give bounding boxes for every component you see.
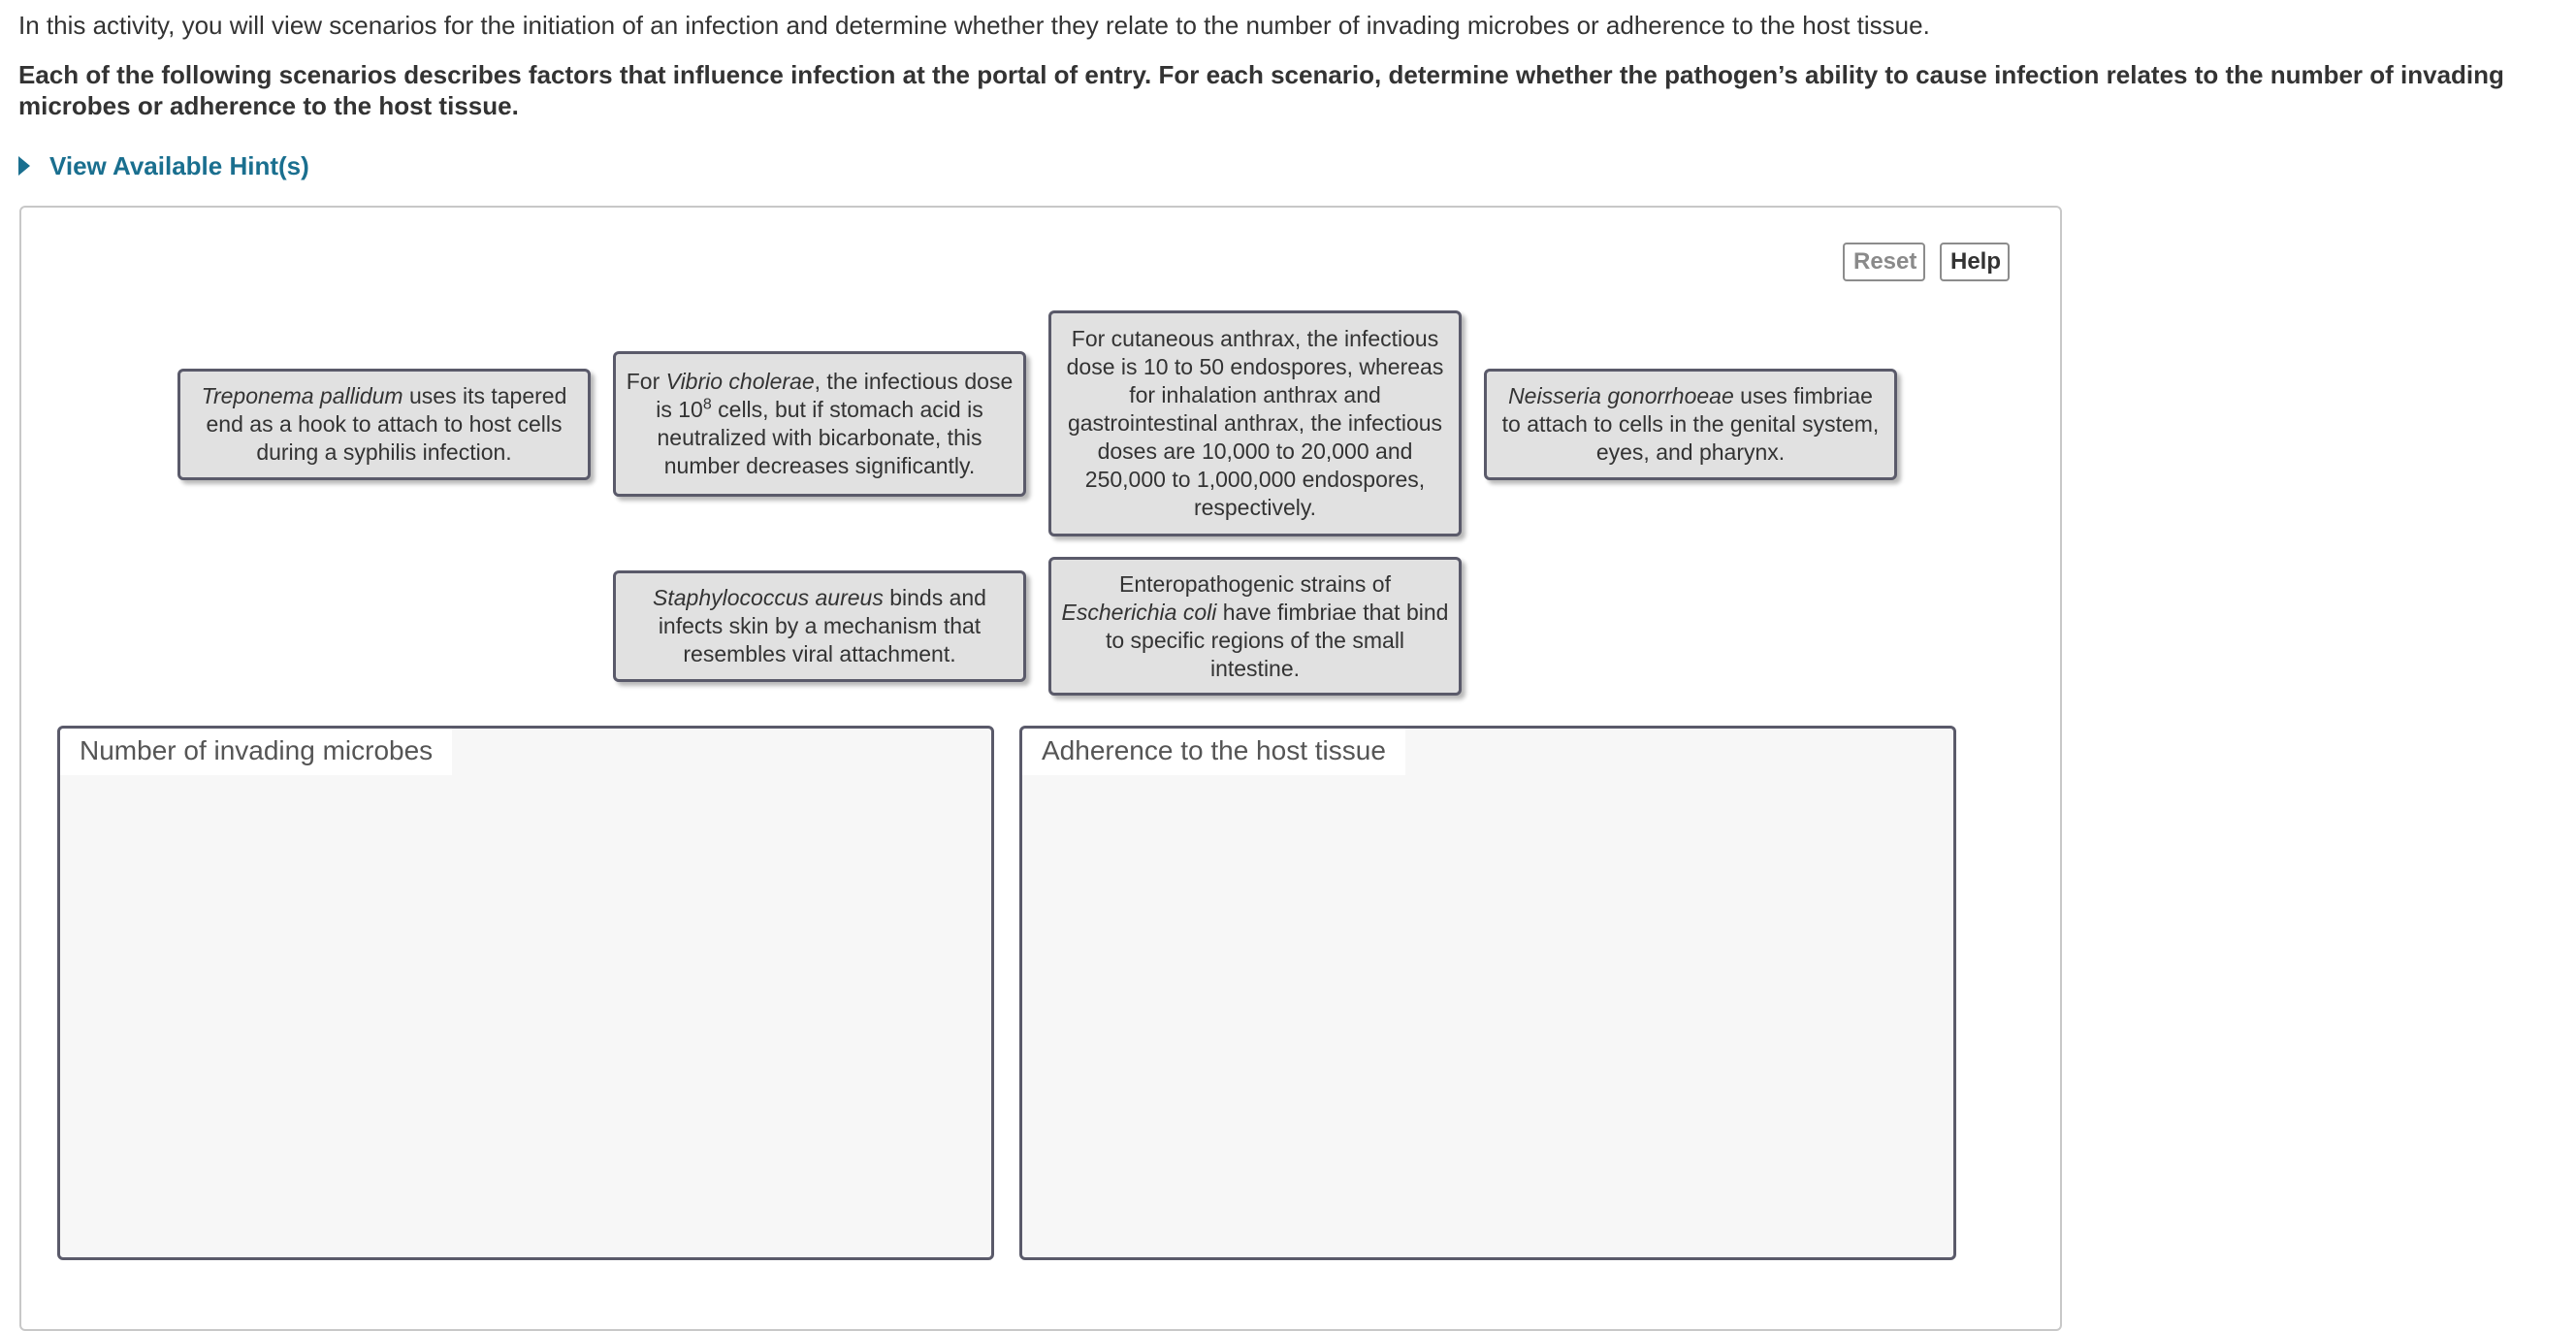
scenario-description: uses its tapered end as a hook to attach to host cells during a syphilis infection. (206, 383, 567, 465)
instructions-text: Each of the following scenarios describes factors that influence infection at the portal of entry. For each scenario, determine whether the pathogen’s ability to cause infection relates to the number of invading microbes or adherence to the host tissue. (18, 60, 2504, 120)
species-name: Treponema pallidum (201, 383, 403, 408)
scenario-card-text (626, 368, 1014, 480)
drop-zone-label: Number of invading microbes (60, 729, 452, 775)
species-name: Vibrio cholerae (665, 369, 815, 394)
species-name: Escherichia coli (1061, 599, 1217, 625)
species-name: Staphylococcus aureus (653, 585, 884, 610)
scenario-card-ecoli[interactable] (1048, 557, 1462, 696)
reset-button[interactable]: Reset (1843, 243, 1925, 281)
scenario-card-text: For cutaneous anthrax, the infectious dose is 10 to 50 endospores, whereas for inhalation anthrax and gastrointestinal anthrax, the infectious doses are 10,000 to 20,000 and 250,000 to 1,000,000 endospores, respectively. (1066, 326, 1444, 520)
intro-text: In this activity, you will view scenarios for the initiation of an infection and determine whether they relate to the number of invading microbes or adherence to the host tissue. (18, 11, 1930, 40)
scenario-prefix: For (626, 369, 666, 394)
scenario-card-text (1497, 382, 1884, 467)
scenario-card-text (1061, 570, 1449, 683)
drop-zone-adherence-to-host-tissue[interactable] (1019, 726, 1956, 1260)
dose-exponent: 8 (702, 396, 712, 413)
scenario-description: uses fimbriae to attach to cells in the genital system, eyes, and pharynx. (1501, 383, 1880, 465)
scenario-card-treponema[interactable] (177, 369, 591, 480)
scenario-description: binds and infects skin by a mechanism that resembles viral attachment. (658, 585, 986, 666)
help-button[interactable]: Help (1940, 243, 2010, 281)
scenario-card-anthrax[interactable] (1048, 310, 1462, 536)
scenario-card-staphylococcus[interactable] (613, 570, 1026, 682)
scenario-card-text (626, 584, 1014, 668)
scenario-card-neisseria[interactable] (1484, 369, 1897, 480)
drop-zone-number-of-invading-microbes[interactable] (57, 726, 994, 1260)
scenario-prefix: Enteropathogenic strains of (1118, 570, 1391, 597)
scenario-card-vibrio[interactable] (613, 351, 1026, 497)
scenario-description: have fimbriae that bind to specific regions of the small intestine. (1105, 599, 1449, 681)
scenario-description: , the infectious dose is 10 (656, 369, 1014, 422)
view-hints-toggle[interactable] (18, 149, 309, 182)
scenario-card-text (190, 382, 578, 467)
view-hints-label: View Available Hint(s) (49, 150, 309, 180)
species-name: Neisseria gonorrhoeae (1508, 383, 1734, 408)
caret-right-icon (18, 156, 30, 176)
drop-zone-label: Adherence to the host tissue (1022, 729, 1405, 775)
scenario-description-continued: cells, but if stomach acid is neutralized with bicarbonate, this number decreases significantly. (657, 397, 983, 478)
